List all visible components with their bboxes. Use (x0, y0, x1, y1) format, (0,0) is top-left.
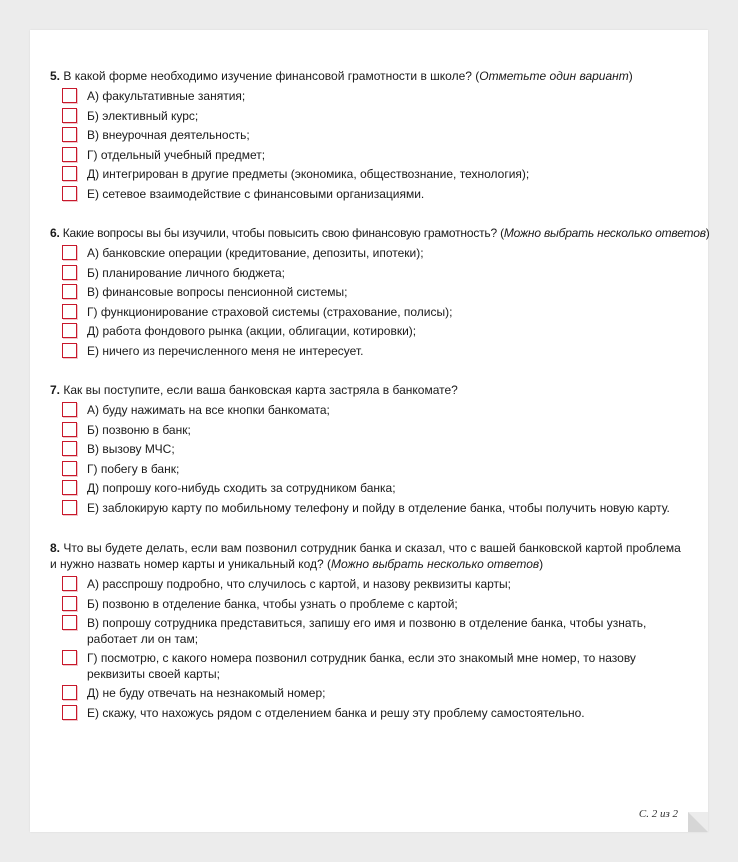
checkbox[interactable] (62, 576, 77, 591)
checkbox[interactable] (62, 265, 77, 280)
checkbox[interactable] (62, 166, 77, 181)
option-item[interactable]: В) внеурочная деятельность; (50, 127, 690, 147)
question-text: 5. В какой форме необходимо изучение финансовой грамотности в школе? (Отметьте один вариант) (50, 69, 633, 83)
option-item[interactable]: Е) скажу, что нахожусь рядом с отделением банка и решу эту проблему самостоятельно. (50, 705, 690, 725)
checkbox[interactable] (62, 441, 77, 456)
checkbox[interactable] (62, 147, 77, 162)
checkbox[interactable] (62, 245, 77, 260)
option-item[interactable]: А) банковские операции (кредитование, депозиты, ипотеки); (50, 245, 690, 265)
checkbox[interactable] (62, 323, 77, 338)
option-item[interactable]: А) буду нажимать на все кнопки банкомата; (50, 402, 690, 422)
option-item[interactable]: В) попрошу сотрудника представиться, запишу его имя и позвоню в отделение банка, чтобы узнать, работает ли он там; (50, 615, 690, 647)
page-fold-corner (688, 812, 708, 832)
option-item[interactable]: Б) позвоню в банк; (50, 422, 690, 442)
option-item[interactable]: Б) элективный курс; (50, 108, 690, 128)
option-item[interactable]: Д) интегрирован в другие предметы (экономика, обществознание, технология); (50, 166, 690, 186)
question-7 (50, 382, 690, 520)
checkbox[interactable] (62, 304, 77, 319)
option-item[interactable]: Д) не буду отвечать на незнакомый номер; (50, 685, 690, 705)
option-item[interactable]: Б) позвоню в отделение банка, чтобы узнать о проблеме с картой; (50, 596, 690, 616)
checkbox[interactable] (62, 685, 77, 700)
option-item[interactable]: Г) функционирование страховой системы (страхование, полисы); (50, 304, 690, 324)
option-item[interactable]: В) финансовые вопросы пенсионной системы; (50, 284, 690, 304)
question-8 (50, 540, 690, 724)
question-6 (50, 225, 710, 363)
page-number: С. 2 из 2 (638, 808, 678, 820)
checkbox[interactable] (62, 186, 77, 201)
checkbox[interactable] (62, 108, 77, 123)
checkbox[interactable] (62, 343, 77, 358)
option-item[interactable]: Б) планирование личного бюджета; (50, 265, 690, 285)
checkbox[interactable] (62, 650, 77, 665)
option-item[interactable]: Д) работа фондового рынка (акции, облигации, котировки); (50, 323, 690, 343)
checkbox[interactable] (62, 480, 77, 495)
option-item[interactable]: А) факультативные занятия; (50, 88, 690, 108)
checkbox[interactable] (62, 705, 77, 720)
checkbox[interactable] (62, 127, 77, 142)
option-item[interactable]: Е) ничего из перечисленного меня не интересует. (50, 343, 690, 363)
question-text: 8. Что вы будете делать, если вам позвонил сотрудник банка и сказал, что с вашей банковской картой проблема и нужно назвать номер карты и уникальный код? (Можно выбрать несколько ответов) (50, 541, 681, 571)
question-text: 7. Как вы поступите, если ваша банковская карта застряла в банкомате? (50, 383, 458, 397)
question-5 (50, 68, 690, 206)
checkbox[interactable] (62, 615, 77, 630)
option-item[interactable]: Г) побегу в банк; (50, 461, 690, 481)
checkbox[interactable] (62, 402, 77, 417)
option-item[interactable]: Е) заблокирую карту по мобильному телефону и пойду в отделение банка, чтобы получить новую карту. (50, 500, 690, 520)
question-text: 6. Какие вопросы вы бы изучили, чтобы повысить свою финансовую грамотность? (Можно выбрать несколько ответов) (50, 226, 710, 240)
checkbox[interactable] (62, 596, 77, 611)
option-item[interactable]: В) вызову МЧС; (50, 441, 690, 461)
checkbox[interactable] (62, 284, 77, 299)
checkbox[interactable] (62, 422, 77, 437)
option-item[interactable]: А) расспрошу подробно, что случилось с картой, и назову реквизиты карты; (50, 576, 690, 596)
document-page (30, 30, 708, 832)
checkbox[interactable] (62, 500, 77, 515)
option-item[interactable]: Е) сетевое взаимодействие с финансовыми организациями. (50, 186, 690, 206)
option-item[interactable]: Г) посмотрю, с какого номера позвонил сотрудник банка, если это знакомый мне номер, то назову реквизиты своей карты; (50, 650, 690, 682)
option-item[interactable]: Г) отдельный учебный предмет; (50, 147, 690, 167)
checkbox[interactable] (62, 461, 77, 476)
checkbox[interactable] (62, 88, 77, 103)
option-item[interactable]: Д) попрошу кого-нибудь сходить за сотрудником банка; (50, 480, 690, 500)
